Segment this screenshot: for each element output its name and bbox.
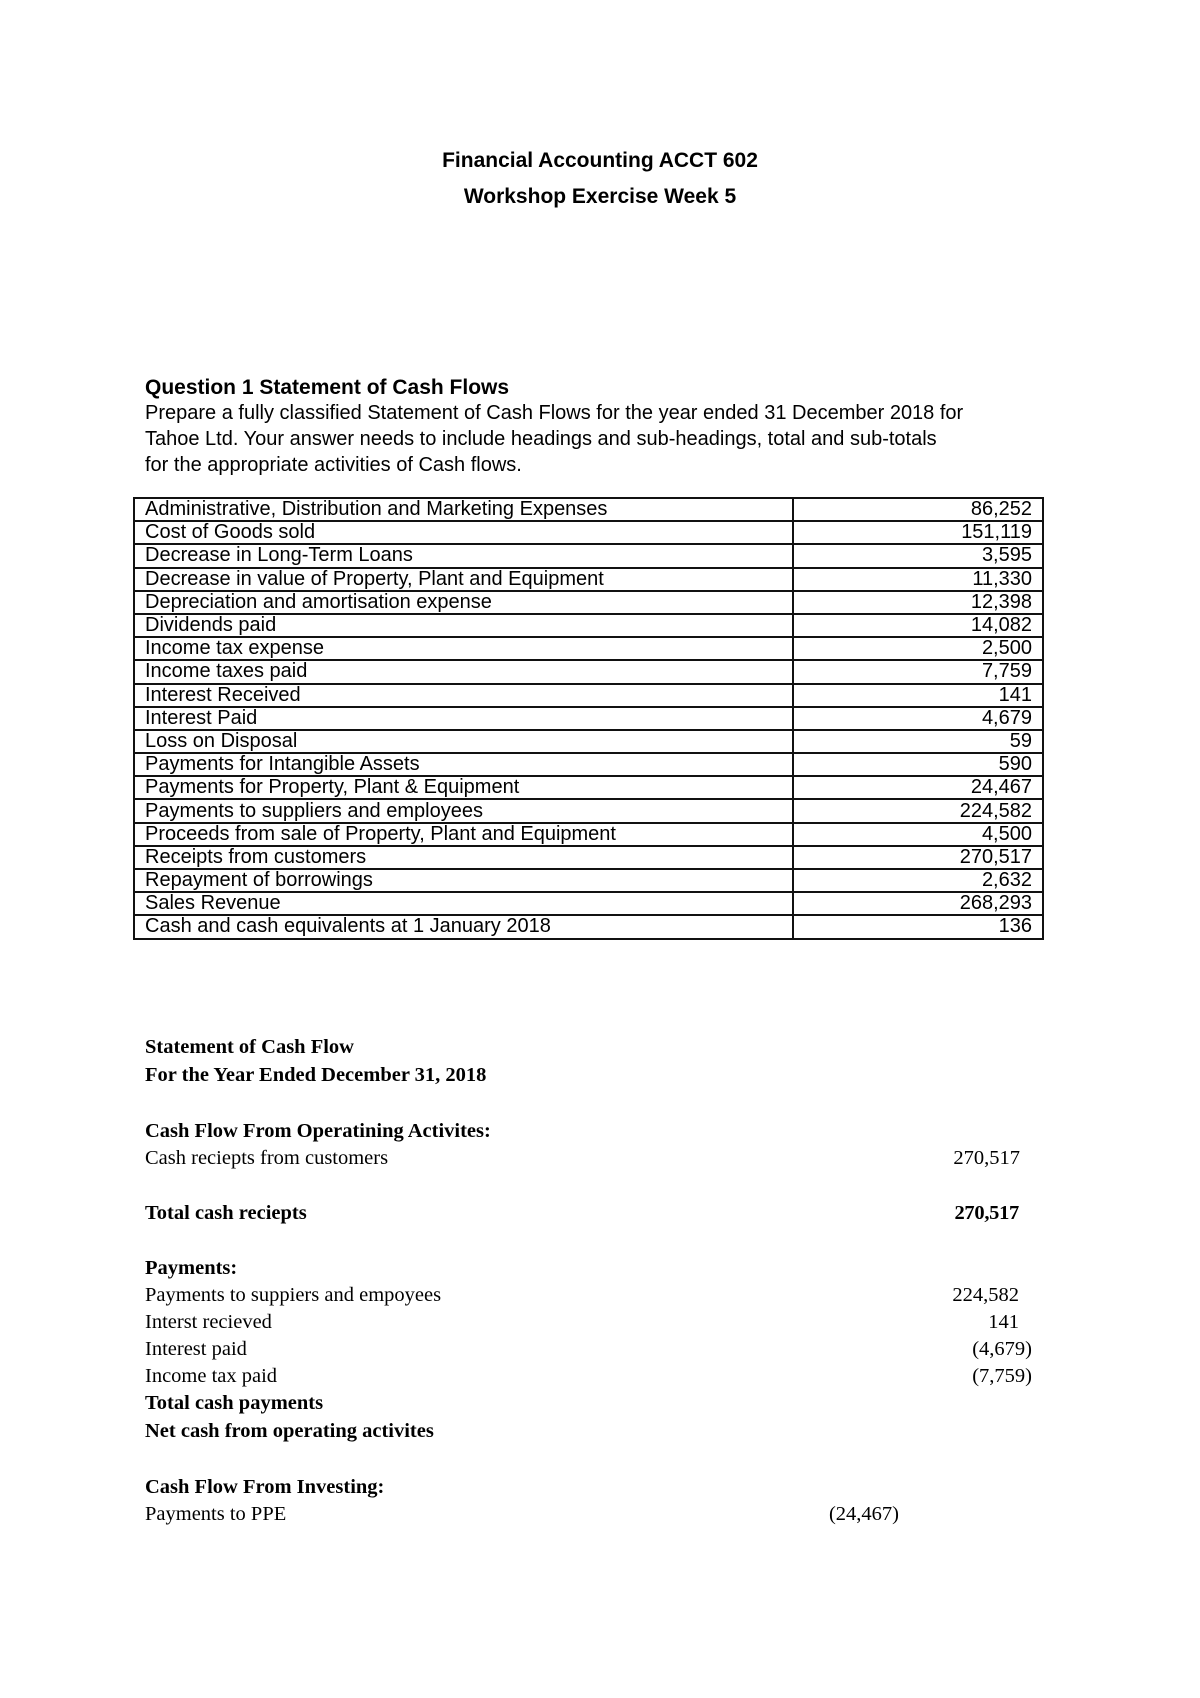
row-value: 7,759 [793,660,1043,683]
row-label: Cash and cash equivalents at 1 January 2018 [134,915,793,938]
row-label: Proceeds from sale of Property, Plant and Equipment [134,823,793,846]
table-row [134,707,1043,730]
table-row [134,846,1043,869]
row-label: Cost of Goods sold [134,521,793,544]
row-value: 270,517 [793,846,1043,869]
statement-period: For the Year Ended December 31, 2018 [145,1064,487,1086]
payment-value: (4,679) [972,1338,1032,1360]
table-row [134,915,1043,938]
payment-value: 141 [988,1311,1019,1333]
row-value: 24,467 [793,776,1043,799]
row-label: Receipts from customers [134,846,793,869]
statement-title: Statement of Cash Flow [145,1036,354,1058]
row-label: Payments to suppliers and employees [134,799,793,822]
row-value: 12,398 [793,591,1043,614]
receipt-value: 270,517 [953,1147,1020,1169]
row-label: Interest Paid [134,707,793,730]
row-value: 2,632 [793,869,1043,892]
table-row [134,614,1043,637]
table-row [134,684,1043,707]
table-row [134,776,1043,799]
total-receipts-label: Total cash reciepts [145,1202,307,1224]
table-row [134,660,1043,683]
row-value: 224,582 [793,799,1043,822]
document-title: Financial Accounting ACCT 602 [442,149,758,172]
table-row [134,730,1043,753]
payment-value: (7,759) [972,1365,1032,1387]
table-row [134,521,1043,544]
row-value: 3,595 [793,544,1043,567]
row-label: Income taxes paid [134,660,793,683]
table-row [134,799,1043,822]
payment-value: 224,582 [952,1284,1019,1306]
table-row [134,498,1043,521]
row-value: 59 [793,730,1043,753]
row-label: Payments for Intangible Assets [134,753,793,776]
row-value: 4,500 [793,823,1043,846]
row-label: Decrease in Long-Term Loans [134,544,793,567]
operating-heading: Cash Flow From Operatining Activites: [145,1120,491,1142]
payment-label: Income tax paid [145,1365,278,1387]
row-label: Repayment of borrowings [134,869,793,892]
row-value: 136 [793,915,1043,938]
row-label: Income tax expense [134,637,793,660]
investing-item-value: (24,467) [828,1503,899,1525]
total-payments-label: Total cash payments [145,1392,324,1414]
row-label: Depreciation and amortisation expense [134,591,793,614]
row-value: 151,119 [793,521,1043,544]
row-label: Decrease in value of Property, Plant and Equipment [134,568,793,591]
row-value: 86,252 [793,498,1043,521]
row-value: 14,082 [793,614,1043,637]
row-label: Dividends paid [134,614,793,637]
row-value: 141 [793,684,1043,707]
receipt-label: Cash reciepts from customers [145,1147,389,1169]
table-row [134,544,1043,567]
table-row [134,637,1043,660]
table-row [134,568,1043,591]
table-row [134,892,1043,915]
instruction-line: Prepare a fully classified Statement of Cash Flows for the year ended 31 December 2018 for [145,402,964,424]
instruction-line: for the appropriate activities of Cash flows. [145,454,522,476]
instruction-line: Tahoe Ltd. Your answer needs to include headings and sub-headings, total and sub-totals [145,428,937,450]
row-label: Payments for Property, Plant & Equipment [134,776,793,799]
question-instructions [145,400,1065,478]
table-row [134,753,1043,776]
payments-heading: Payments: [145,1257,238,1279]
net-operating-label: Net cash from operating activites [145,1420,434,1442]
table-row [134,869,1043,892]
investing-heading: Cash Flow From Investing: [145,1476,385,1498]
row-label: Sales Revenue [134,892,793,915]
row-value: 2,500 [793,637,1043,660]
payment-label: Interst recieved [145,1311,272,1333]
investing-item-label: Payments to PPE [145,1503,287,1525]
row-label: Interest Received [134,684,793,707]
table-row [134,591,1043,614]
row-label: Loss on Disposal [134,730,793,753]
payment-label: Payments to suppiers and empoyees [145,1284,442,1306]
row-value: 590 [793,753,1043,776]
row-label: Administrative, Distribution and Marketing Expenses [134,498,793,521]
table-row [134,823,1043,846]
payment-label: Interest paid [145,1338,247,1360]
total-receipts-value: 270,517 [954,1202,1019,1224]
document-subtitle: Workshop Exercise Week 5 [463,185,737,208]
row-value: 11,330 [793,568,1043,591]
given-data-table [133,497,1044,940]
question-heading: Question 1 Statement of Cash Flows [145,376,510,399]
row-value: 4,679 [793,707,1043,730]
row-value: 268,293 [793,892,1043,915]
